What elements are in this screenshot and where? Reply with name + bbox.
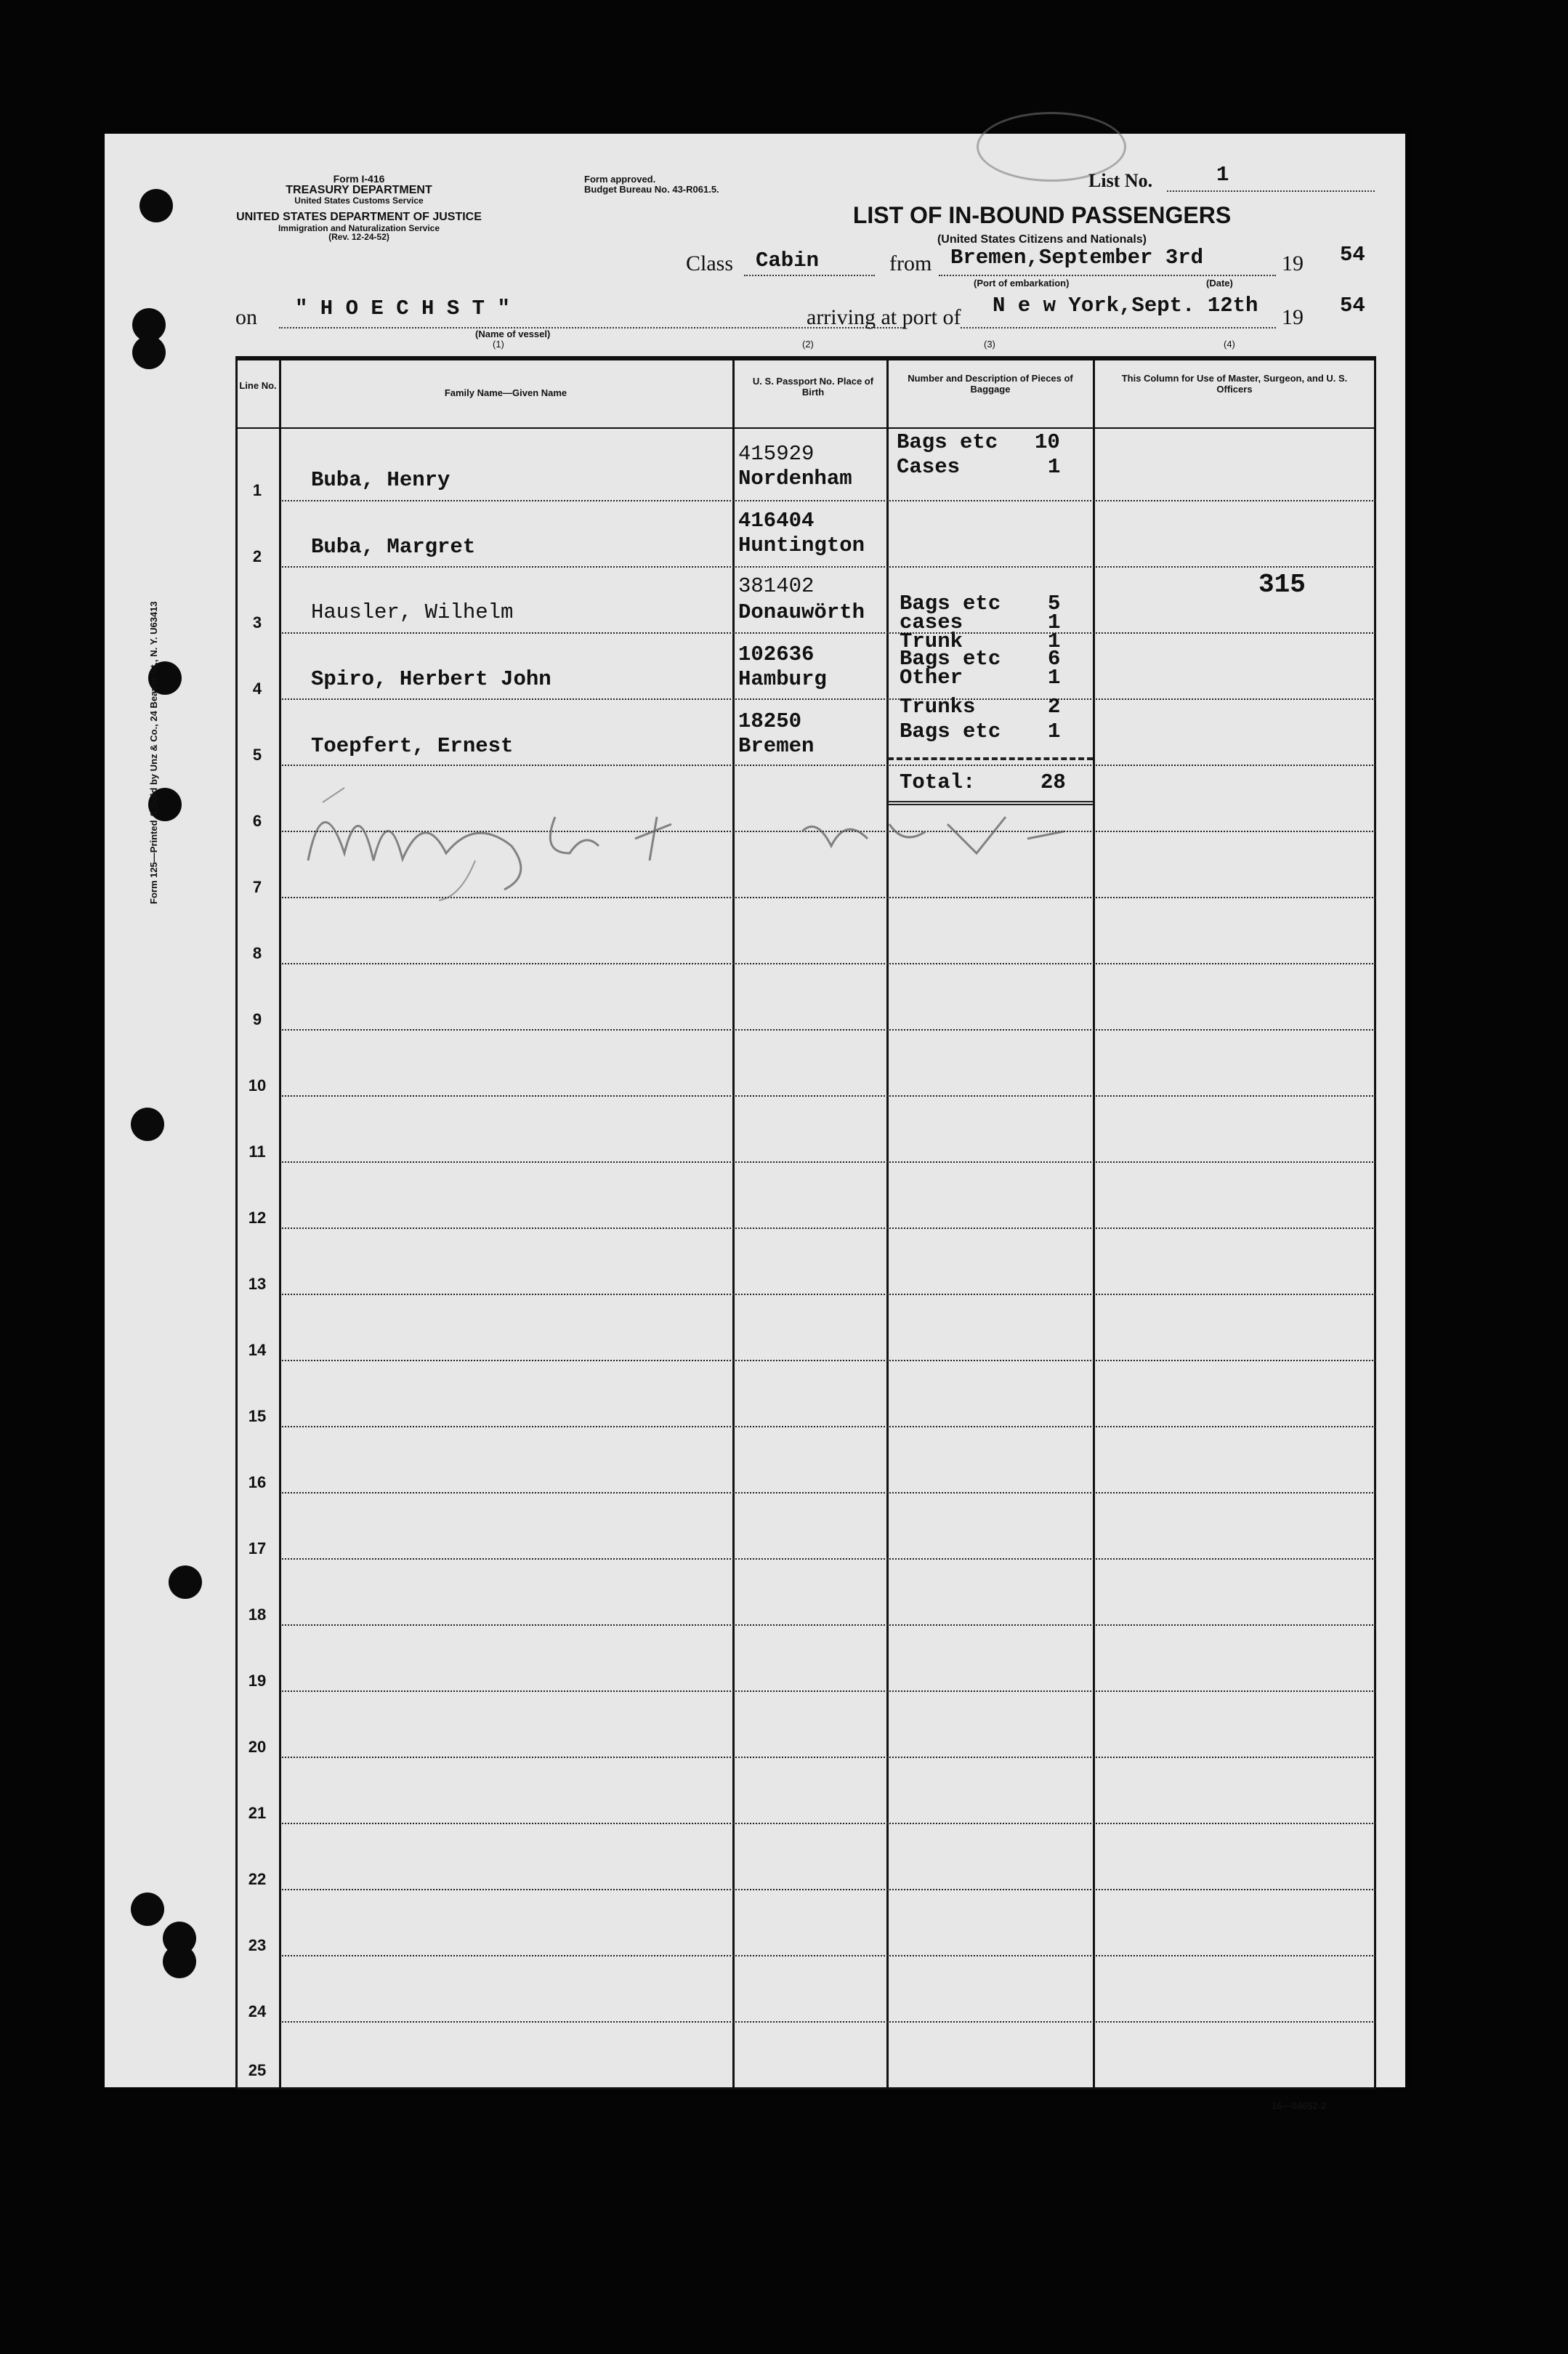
col-divider-baggage — [1093, 360, 1095, 2087]
row-line — [282, 1492, 1376, 1494]
baggage-qty: 1 — [1048, 629, 1061, 653]
row-number: 6 — [252, 812, 262, 830]
form-approved-line1: Form approved. — [584, 174, 656, 185]
row-line — [282, 765, 1376, 766]
row-line — [282, 1757, 1376, 1758]
arriving-label: arriving at port of — [807, 305, 961, 329]
vessel-caption: (Name of vessel) — [475, 328, 551, 339]
row-line — [282, 1690, 1376, 1692]
row-number: 2 — [252, 547, 262, 565]
birth-place: Bremen — [738, 734, 815, 758]
row-number: 17 — [248, 1539, 267, 1557]
class-label: Class — [686, 251, 734, 275]
list-no-label: List No. — [1088, 170, 1153, 191]
class-line — [744, 275, 875, 276]
row-line — [282, 1029, 1376, 1031]
row-line — [282, 1360, 1376, 1361]
row-line — [282, 632, 1376, 634]
document-page — [105, 134, 1405, 2111]
col-3-number: (3) — [984, 339, 995, 350]
row-line — [282, 1426, 1376, 1427]
passport-number: 18250 — [738, 709, 802, 733]
birth-place: Hamburg — [738, 667, 827, 691]
row-number: 19 — [248, 1672, 267, 1690]
row-number: 1 — [252, 481, 262, 499]
treasury-dept: TREASURY DEPARTMENT — [286, 183, 432, 196]
col-divider-name — [732, 360, 735, 2087]
officer-note: 315 — [1258, 570, 1306, 600]
row-line — [282, 1095, 1376, 1097]
row-line — [282, 1161, 1376, 1163]
col-header-officers: This Column for Use of Master, Surgeon, and U. S. Officers — [1121, 373, 1348, 395]
punch-hole — [131, 1108, 164, 1141]
col-1-number: (1) — [493, 339, 504, 350]
list-no-value: 1 — [1216, 163, 1229, 187]
baggage-qty: 5 — [1048, 592, 1061, 616]
total-rule-top — [888, 757, 1093, 760]
col-divider-passport — [886, 360, 889, 2087]
form-approved-line2: Budget Bureau No. 43-R061.5. — [584, 183, 719, 195]
col-4-number: (4) — [1224, 339, 1235, 350]
passport-number: 102636 — [738, 642, 815, 666]
punch-hole — [163, 1945, 196, 1978]
baggage-desc: Other — [900, 666, 963, 690]
row-number: 7 — [252, 878, 262, 896]
birth-place: Donauwörth — [738, 600, 865, 624]
on-label: on — [235, 305, 257, 329]
row-number: 12 — [248, 1209, 267, 1227]
punch-hole — [169, 1565, 202, 1599]
table-right-border — [1374, 360, 1376, 2087]
baggage-desc: Bags etc — [897, 430, 998, 454]
row-line — [282, 1624, 1376, 1626]
ins-service: Immigration and Naturalization Service — [278, 222, 440, 233]
row-number: 25 — [248, 2061, 267, 2079]
baggage-desc: Trunk — [900, 629, 963, 653]
table-bottom-border — [235, 2087, 1376, 2089]
row-number: 15 — [248, 1407, 267, 1425]
total-value: 28 — [1040, 770, 1066, 794]
row-number: 20 — [248, 1738, 267, 1756]
arriving-year-value: 54 — [1340, 294, 1365, 318]
bottom-code: 16—54652-2 — [1272, 2100, 1327, 2111]
baggage-qty: 1 — [1048, 666, 1061, 690]
col-header-baggage: Number and Description of Pieces of Baggage — [908, 373, 1073, 395]
passenger-name: Buba, Margret — [311, 535, 476, 559]
row-line — [282, 1294, 1376, 1295]
passport-number: 415929 — [738, 442, 815, 466]
passenger-name: Spiro, Herbert John — [311, 667, 551, 691]
baggage-qty: 1 — [1048, 455, 1061, 479]
row-number: 24 — [248, 2002, 267, 2020]
baggage-desc: Bags etc — [900, 647, 1001, 671]
passenger-name: Hausler, Wilhelm — [311, 600, 514, 624]
row-number: 5 — [252, 746, 262, 764]
row-line — [282, 1889, 1376, 1890]
page-subtitle: (United States Citizens and Nationals) — [937, 233, 1147, 246]
row-number: 21 — [248, 1804, 267, 1822]
side-printer-credit: Form 125—Printed & Sold by Unz & Co., 24 Beaver St., N. Y. U63413 — [148, 601, 159, 904]
passenger-name: Buba, Henry — [311, 468, 450, 492]
total-label: Total: — [900, 770, 976, 794]
row-number: 14 — [248, 1341, 267, 1359]
from-year-value: 54 — [1340, 243, 1365, 267]
date-caption: (Date) — [1206, 278, 1233, 289]
passport-number: 416404 — [738, 509, 815, 533]
from-label: from — [889, 251, 932, 275]
port-caption: (Port of embarkation) — [974, 278, 1070, 289]
baggage-desc: Cases — [897, 455, 961, 479]
justice-dept: UNITED STATES DEPARTMENT OF JUSTICE — [236, 211, 482, 224]
row-number: 10 — [248, 1076, 267, 1095]
arriving-line — [961, 327, 1276, 328]
row-line — [282, 1823, 1376, 1824]
col-divider-line — [279, 360, 281, 2087]
baggage-desc: Trunks — [900, 695, 976, 719]
table-header-divider — [235, 427, 1376, 429]
revision: (Rev. 12-24-52) — [328, 232, 389, 243]
row-line — [282, 698, 1376, 700]
arriving-value: N e w York,Sept. 12th — [993, 294, 1258, 318]
baggage-qty: 1 — [1048, 610, 1061, 634]
row-number: 4 — [252, 680, 262, 698]
baggage-desc: cases — [900, 610, 963, 634]
punch-hole — [132, 336, 166, 369]
passenger-name: Toepfert, Ernest — [311, 734, 514, 758]
row-line — [282, 1558, 1376, 1560]
col-header-line-no: Line No. — [239, 380, 277, 391]
from-value: Bremen,September 3rd — [950, 246, 1204, 270]
baggage-desc: Bags etc — [900, 592, 1001, 616]
page-title: LIST OF IN-BOUND PASSENGERS — [852, 202, 1232, 228]
row-number: 22 — [248, 1870, 267, 1888]
from-line — [939, 275, 1276, 276]
row-line — [282, 500, 1376, 501]
vessel-name: " H O E C H S T " — [295, 297, 510, 321]
table-top-border — [235, 356, 1376, 360]
row-line — [282, 2021, 1376, 2023]
punch-hole — [140, 189, 173, 222]
punch-hole — [131, 1893, 164, 1926]
row-line — [282, 566, 1376, 568]
row-number: 8 — [252, 944, 262, 962]
baggage-qty: 2 — [1048, 695, 1061, 719]
col-header-passport: U. S. Passport No. Place of Birth — [752, 376, 874, 398]
form-approved — [584, 174, 719, 194]
birth-place: Nordenham — [738, 467, 852, 491]
col-header-name: Family Name—Given Name — [444, 387, 567, 398]
baggage-desc: Bags etc — [900, 719, 1001, 743]
customs-service: United States Customs Service — [294, 196, 424, 206]
form-number: Form I-416 — [333, 173, 385, 185]
from-year-prefix: 19 — [1282, 251, 1304, 275]
row-number: 3 — [252, 613, 262, 632]
class-value: Cabin — [756, 249, 820, 273]
baggage-qty: 10 — [1035, 430, 1060, 454]
row-number: 13 — [248, 1275, 267, 1293]
row-line — [282, 963, 1376, 964]
row-line — [282, 1955, 1376, 1956]
row-number: 9 — [252, 1010, 262, 1028]
row-line — [282, 1228, 1376, 1229]
baggage-qty: 6 — [1048, 647, 1061, 671]
row-number: 18 — [248, 1605, 267, 1624]
passport-number: 381402 — [738, 574, 815, 598]
birth-place: Huntington — [738, 533, 865, 557]
form-header-left — [235, 174, 482, 242]
row-number: 16 — [248, 1473, 267, 1491]
handwritten-signature — [294, 773, 1165, 904]
baggage-qty: 1 — [1048, 719, 1061, 743]
row-number: 11 — [248, 1142, 266, 1161]
arriving-year-prefix: 19 — [1282, 305, 1304, 329]
col-2-number: (2) — [802, 339, 814, 350]
list-no-line — [1167, 190, 1375, 192]
row-number: 23 — [248, 1936, 267, 1954]
